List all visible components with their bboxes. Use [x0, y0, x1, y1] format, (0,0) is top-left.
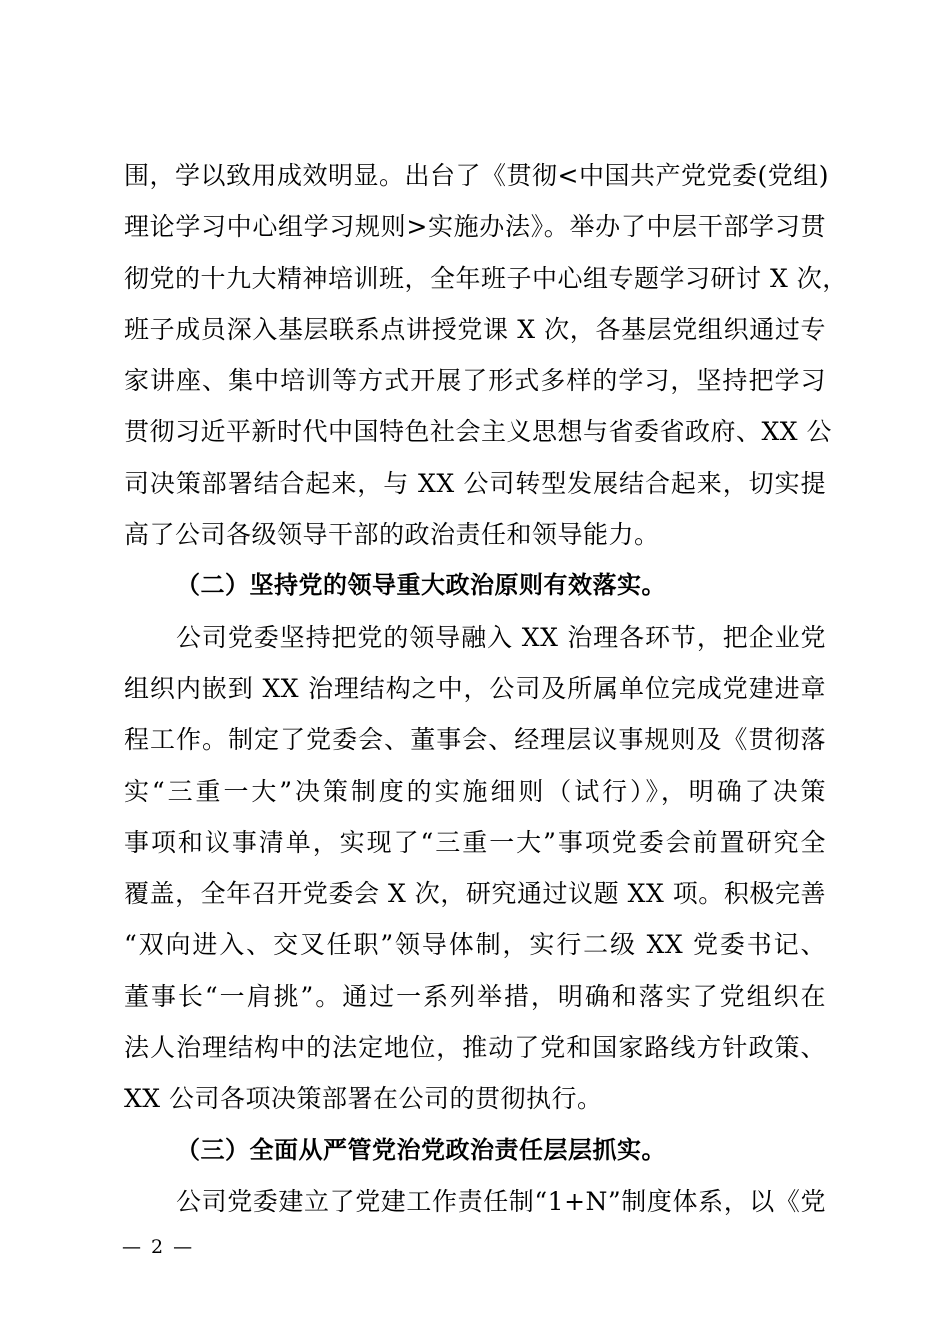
paragraph-line: 程工作。制定了党委会、董事会、经理层议事规则及《贯彻落 [124, 725, 826, 755]
paragraph-line: 彻党的十九大精神培训班，全年班子中心组专题学习研讨 X 次， [124, 263, 848, 293]
paragraph-line: 公司党委坚持把党的领导融入 XX 治理各环节，把企业党 [176, 622, 826, 652]
paragraph-line: 覆盖，全年召开党委会 X 次，研究通过议题 XX 项。积极完善 [124, 879, 826, 909]
paragraph-line: 董事长“一肩挑”。通过一系列举措，明确和落实了党组织在 [124, 981, 826, 1011]
paragraph-line: 组织内嵌到 XX 治理结构之中，公司及所属单位完成党建进章 [124, 673, 826, 703]
paragraph-line: 贯彻习近平新时代中国特色社会主义思想与省委省政府、XX 公 [124, 417, 833, 447]
paragraph-line: 法人治理结构中的法定地位，推动了党和国家路线方针政策、 [124, 1033, 826, 1063]
paragraph-line: 家讲座、集中培训等方式开展了形式多样的学习，坚持把学习 [124, 366, 826, 396]
paragraph-line: 公司党委建立了党建工作责任制“1+N”制度体系，以《党 [176, 1186, 826, 1216]
paragraph-line: 司决策部署结合起来，与 XX 公司转型发展结合起来，切实提 [124, 468, 826, 498]
paragraph-line: 理论学习中心组学习规则>实施办法》。举办了中层干部学习贯 [124, 212, 826, 242]
paragraph-line: 高了公司各级领导干部的政治责任和领导能力。 [124, 520, 660, 550]
paragraph-line: 班子成员深入基层联系点讲授党课 X 次，各基层党组织通过专 [124, 314, 826, 344]
paragraph-line: 围，学以致用成效明显。出台了《贯彻<中国共产党党委(党组) [124, 161, 829, 190]
paragraph-line: 实“三重一大”决策制度的实施细则（试行）》，明确了决策 [124, 776, 826, 806]
section-heading: （三）全面从严管党治党政治责任层层抓实。 [176, 1135, 666, 1164]
paragraph-line: XX 公司各项决策部署在公司的贯彻执行。 [124, 1084, 603, 1114]
page-number: — 2 — [122, 1236, 195, 1258]
body-text [124, 150, 848, 1227]
paragraph-line: 事项和议事清单，实现了“三重一大”事项党委会前置研究全 [124, 827, 826, 857]
paragraph-line: “双向进入、交叉任职”领导体制，实行二级 XX 党委书记、 [124, 930, 826, 960]
section-heading: （二）坚持党的领导重大政治原则有效落实。 [176, 571, 666, 600]
